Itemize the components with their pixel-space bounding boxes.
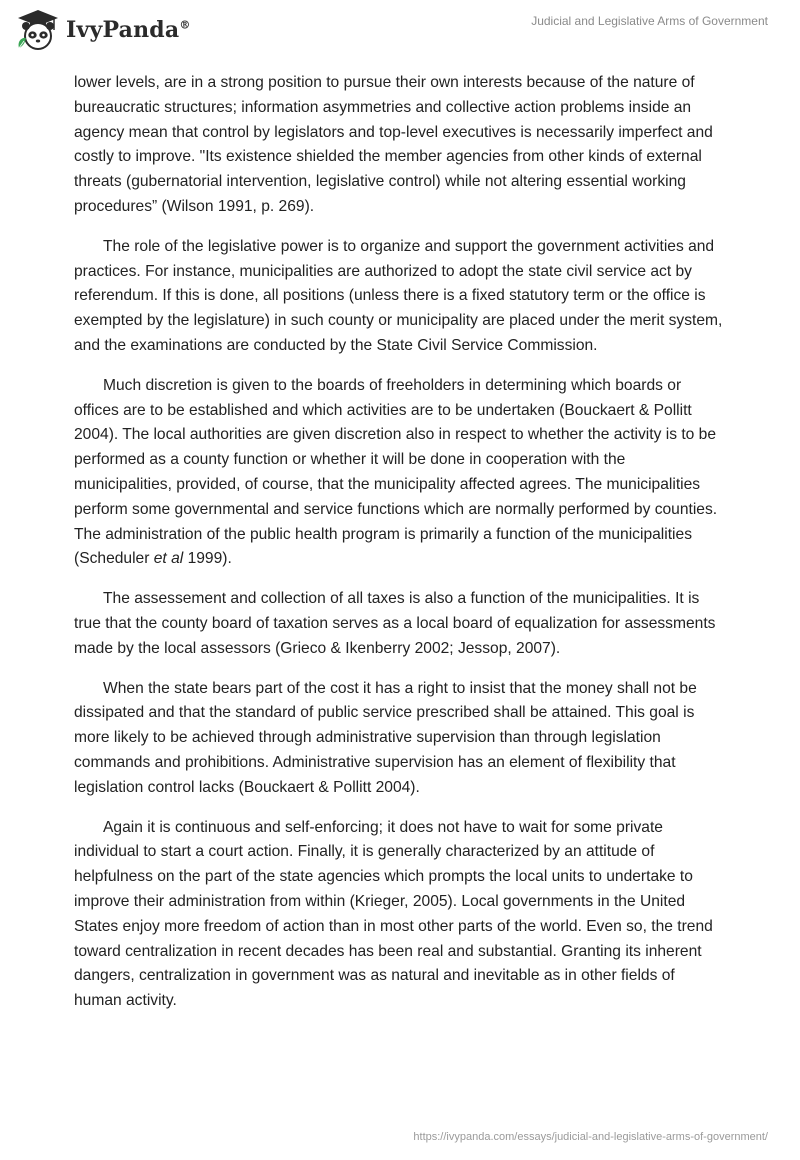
paragraph-3-italic: et al <box>153 550 184 568</box>
paragraph-1: lower levels, are in a strong position to pursue their own interests because of the nature of bureaucratic structures; information asymmetries and collective action problems inside an agency mean that control by legislators and top-level executives is necessarily imperfect and costly to improve. "Its existence shielded the member agencies from other kinds of external threats (gubernatorial intervention, legislative control) while not altering essential working procedures” (Wilson 1991, p. 269). <box>74 74 713 215</box>
ivypanda-logo[interactable] <box>14 8 191 52</box>
document-title: Judicial and Legislative Arms of Government <box>531 14 768 28</box>
logo-wordmark <box>66 17 191 43</box>
logo-text: IvyPanda <box>66 17 180 43</box>
paragraph-3-end: 1999). <box>183 550 232 568</box>
panda-graduation-cap-icon <box>14 8 62 52</box>
paragraph-2: The role of the legislative power is to organize and support the government activities and practices. For instance, municipalities are authorized to adopt the state civil service act by referendum. If this is done, all positions (unless there is a fixed statutory term or the office is exempted by the legislature) in such county or municipality are placed under the merit system, and the examinations are conducted by the State Civil Service Commission. <box>74 237 723 354</box>
page-header <box>0 0 800 64</box>
registered-mark: ® <box>179 18 191 32</box>
paragraph-5: When the state bears part of the cost it has a right to insist that the money shall not be dissipated and that the standard of public service prescribed shall be attained. This goal is more likely to be achieved through administrative supervision than through legislation commands and prohibitions. Administrative supervision has an element of flexibility that legislation control lacks (Bouckaert & Pollitt 2004). <box>74 679 697 796</box>
paragraph-6: Again it is continuous and self-enforcing; it does not have to wait for some private individual to start a court action. Finally, it is generally characterized by an attitude of helpfulness on the part of the state agencies which prompts the local units to undertake to improve their administration from within (Krieger, 2005). Local governments in the United States enjoy more freedom of action than in most other parts of the world. Even so, the trend toward centralization in recent decades has been real and substantial. Granting its inherent dangers, centralization in government was as natural and inevitable as in other fields of human activity. <box>74 818 713 1010</box>
paragraph-3 <box>74 374 726 572</box>
paragraph-3-text: Much discretion is given to the boards of freeholders in determining which boards or offices are to be established and which activities are to be undertaken (Bouckaert & Pollitt 2004). The local authorities are given discretion also in respect to whether the activity is to be performed as a county function or whether it will be done in cooperation with the municipalities, provided, of course, that the municipality affected agrees. The municipalities perform some governmental and service functions which are normally performed by counties. The administration of the public health program is primarily a function of the municipalities (Scheduler <box>74 376 718 568</box>
source-url[interactable]: https://ivypanda.com/essays/judicial-and-legislative-arms-of-government/ <box>413 1131 768 1143</box>
essay-body <box>74 71 726 1029</box>
paragraph-4: The assessement and collection of all taxes is also a function of the municipalities. It is true that the county board of taxation serves as a local board of equalization for assessments made by the local assessors (Grieco & Ikenberry 2002; Jessop, 2007). <box>74 590 716 657</box>
